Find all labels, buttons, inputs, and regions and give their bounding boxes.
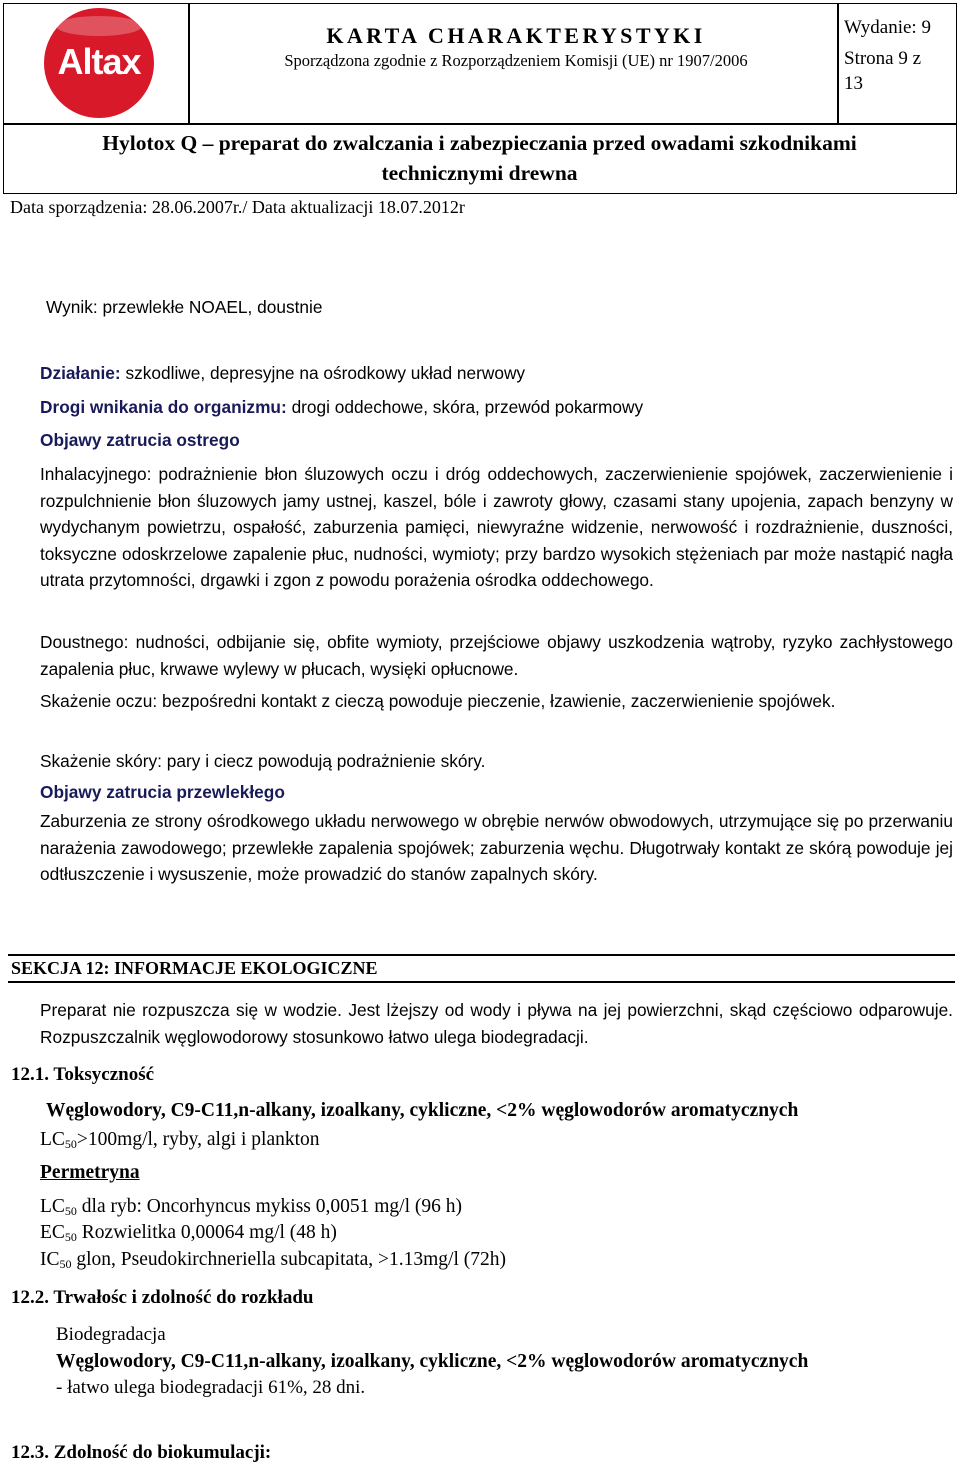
biodegradation-result: - łatwo ulega biodegradacji 61%, 28 dni. <box>56 1377 366 1398</box>
product-title-line2: technicznymi drewna <box>381 161 578 185</box>
perm3-text: glon, Pseudokirchneriella subcapitata, >1.13mg/l (72h) <box>71 1249 506 1270</box>
header-divider-left <box>188 4 190 125</box>
perm3-prefix: IC <box>40 1249 60 1270</box>
lc-subscript: 50 <box>64 1137 77 1151</box>
section-12-title: SEKCJA 12: INFORMACJE EKOLOGICZNE <box>11 958 378 978</box>
chronic-paragraph: Zaburzenia ze strony ośrodkowego układu nerwowego w obrębie nerwów obwodowych, utrzymujące się po przerwaniu narażenia zawodowego; przewlekłe zapalenia spojówek; zaburzenia węchu. Długotrwały kontakt ze skórą powoduje jej odtłuszczenie i wysuszenie, może prowadzić do stanów zapalnych skóry. <box>40 811 953 884</box>
persistence-heading: 12.2. Trwałośc i zdolność do rozkładu <box>11 1287 314 1308</box>
routes-row <box>40 397 643 418</box>
hydrocarbons-name-2: Węglowodory, C9-C11,n-alkany, izoalkany, cykliczne, <2% węglowodorów aromatycznych <box>56 1351 809 1372</box>
oral-paragraph: Doustnego: nudności, odbijanie się, obfite wymioty, przejściowe objawy uszkodzenia wątroby, ryzyko zachłystowego zapalenia płuc, krwawe wylewy w płucach, wysięki opłucnowe. <box>40 632 953 679</box>
section-rule-bottom <box>8 981 955 983</box>
perm1-text: dla ryb: Oncorhyncus mykiss 0,0051 mg/l (96 h) <box>76 1196 463 1217</box>
logo-shine <box>56 16 142 36</box>
permethrin-ic50-row <box>40 1249 506 1271</box>
acute-heading: Objawy zatrucia ostrego <box>40 430 240 450</box>
eye-paragraph: Skażenie oczu: bezpośredni kontakt z cieczą powoduje pieczenie, łzawienie, zaczerwienienie spojówek. <box>40 691 836 711</box>
inhalation-paragraph: Inhalacyjnego: podrażnienie błon śluzowych oczu i dróg oddechowych, zaczerwienienie spojówek, zaczerwienienie i rozpulchnienie błon śluzowych jamy ustnej, kaszel, bóle i zawroty głowy, czasami stany upojenia, zapach benzyny w wydychanym powietrzu, ospałość, zaburzenia pamięci, niewyraźne widzenie, nerwowość i rozdrażnienie, duszności, toksyczne odoskrzelowe zapalenie płuc, nudności, wymioty; przy bardzo wysokich stężeniach par może nastąpić nagła utrata przytomności, drgawki i zgon z powodu porażenia ośrodka oddechowego. <box>40 464 953 590</box>
document-dates: Data sporządzenia: 28.06.2007r./ Data aktualizacji 18.07.2012r <box>10 197 465 217</box>
lc50-row <box>40 1129 320 1151</box>
document-title: KARTA CHARAKTERYSTYKI <box>326 23 706 48</box>
noael-result: Wynik: przewlekłe NOAEL, doustnie <box>46 297 323 317</box>
skin-paragraph: Skażenie skóry: pary i ciecz powodują podrażnienie skóry. <box>40 751 486 771</box>
action-label: Działanie: <box>40 363 121 383</box>
chronic-heading: Objawy zatrucia przewlekłego <box>40 782 285 802</box>
routes-label: Drogi wnikania do organizmu: <box>40 397 287 417</box>
lc-text: >100mg/l, ryby, algi i plankton <box>76 1129 320 1150</box>
section-rule-top <box>8 954 955 956</box>
bioaccumulation-heading: 12.3. Zdolność do biokumulacji: <box>11 1442 272 1463</box>
biodegradation-label: Biodegradacja <box>56 1324 166 1345</box>
regulation-note: Sporządzona zgodnie z Rozporządzeniem Komisji (UE) nr 1907/2006 <box>284 51 748 70</box>
lc-prefix: LC <box>40 1129 65 1150</box>
perm2-prefix: EC <box>40 1222 65 1243</box>
permethrin-lc50-row <box>40 1196 462 1218</box>
toxicity-heading: 12.1. Toksyczność <box>11 1064 155 1085</box>
perm2-subscript: 50 <box>64 1230 77 1244</box>
hydrocarbons-name: Węglowodory, C9-C11,n-alkany, izoalkany, cykliczne, <2% węglowodorów aromatycznych <box>46 1100 799 1121</box>
document-header <box>3 3 957 194</box>
edition-number: Wydanie: 9 <box>844 17 931 38</box>
action-row <box>40 363 525 384</box>
permethrin-ec50-row <box>40 1222 337 1244</box>
altax-logo <box>44 8 154 118</box>
routes-text: drogi oddechowe, skóra, przewód pokarmowy <box>291 397 644 417</box>
perm2-text: Rozwielitka 0,00064 mg/l (48 h) <box>76 1222 337 1243</box>
perm1-subscript: 50 <box>64 1204 77 1218</box>
logo-text: Altax <box>57 41 141 82</box>
permethrin-heading: Permetryna <box>40 1162 140 1183</box>
action-text: szkodliwe, depresyjne na ośrodkowy układ nerwowy <box>125 363 526 383</box>
page-number-line2: 13 <box>844 73 863 94</box>
page-number-line1: Strona 9 z <box>844 48 922 69</box>
header-divider-horizontal <box>4 123 956 125</box>
product-title-line1: Hylotox Q – preparat do zwalczania i zabezpieczania przed owadami szkodnikami <box>102 131 857 155</box>
perm3-subscript: 50 <box>59 1257 72 1271</box>
perm1-prefix: LC <box>40 1196 65 1217</box>
ecology-intro: Preparat nie rozpuszcza się w wodzie. Jest lżejszy od wody i pływa na jej powierzchni, skąd częściowo odparowuje. Rozpuszczalnik węglowodorowy stosunkowo łatwo ulega biodegradacji. <box>40 1000 953 1047</box>
